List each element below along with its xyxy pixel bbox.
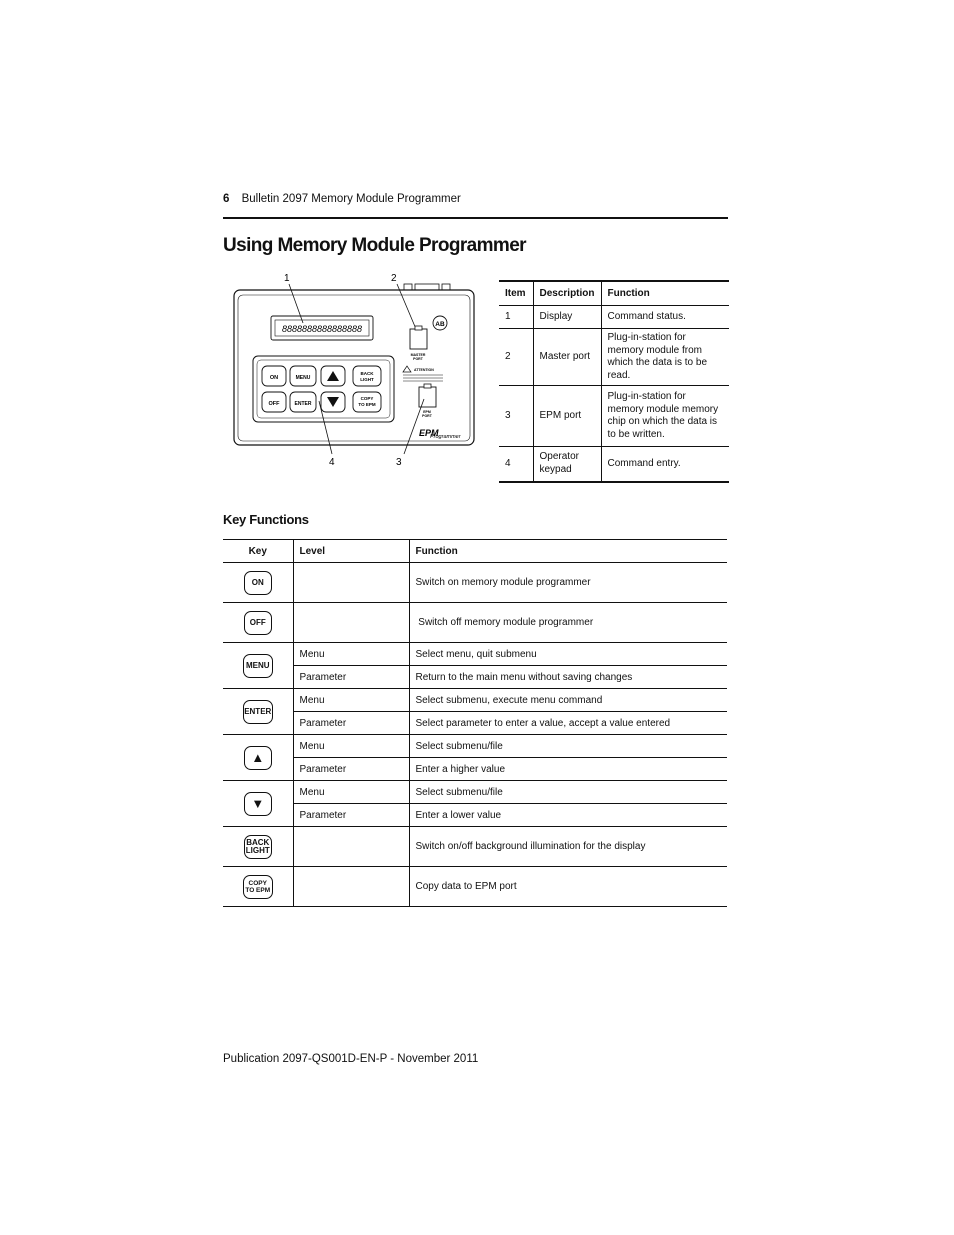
svg-text:ATTENTION: ATTENTION xyxy=(414,368,434,372)
table-row: COPY TO EPM Copy data to EPM port xyxy=(223,867,727,907)
callout-1: 1 xyxy=(284,273,290,284)
enter-key-icon: ENTER xyxy=(243,700,273,724)
page-header xyxy=(223,193,728,219)
epm-port xyxy=(419,387,436,407)
svg-text:ENTER: ENTER xyxy=(294,401,312,407)
callout-3: 3 xyxy=(396,457,402,468)
keys-header-function: Function xyxy=(409,540,727,563)
key-functions-table xyxy=(223,539,727,907)
svg-text:MENU: MENU xyxy=(295,375,311,381)
programmer-device-illustration xyxy=(229,268,479,468)
svg-text:ON: ON xyxy=(269,375,279,381)
table-row: 4 Operator keypad Command entry. xyxy=(499,447,729,482)
copy-to-epm-key-icon: COPY TO EPM xyxy=(243,875,273,899)
items-header-description: Description xyxy=(533,281,601,306)
table-row: OFF Switch off memory module programmer xyxy=(223,603,727,643)
running-header: Bulletin 2097 Memory Module Programmer xyxy=(241,193,461,205)
table-row: Parameter Return to the main menu without saving changes xyxy=(223,666,727,689)
keys-header-key: Key xyxy=(223,540,293,563)
page-title: Using Memory Module Programmer xyxy=(223,235,526,256)
epm-logo: EPM xyxy=(419,428,439,438)
svg-text:TO EPM: TO EPM xyxy=(358,402,376,407)
page-number: 6 xyxy=(223,193,230,205)
table-row: MENU Menu Select menu, quit submenu xyxy=(223,643,727,666)
display-digits: 8888888888888888 xyxy=(281,324,363,334)
on-key-icon: ON xyxy=(244,571,272,595)
table-row: ENTER Menu Select submenu, execute menu command xyxy=(223,689,727,712)
menu-key-icon: MENU xyxy=(243,654,273,678)
table-row: BACK LIGHT Switch on/off background illumination for the display xyxy=(223,827,727,867)
svg-text:EPM: EPM xyxy=(423,410,431,414)
publication-footer: Publication 2097-QS001D-EN-P - November 2011 xyxy=(223,1053,479,1065)
keys-header-level: Level xyxy=(293,540,409,563)
table-row: ▲ Menu Select submenu/file xyxy=(223,735,727,758)
programmer-logo: Programmer xyxy=(430,434,461,440)
svg-text:COPY: COPY xyxy=(360,396,374,401)
table-row: ▼ Menu Select submenu/file xyxy=(223,781,727,804)
svg-text:PORT: PORT xyxy=(413,357,423,361)
off-key-icon: OFF xyxy=(244,611,272,635)
items-header-item: Item xyxy=(499,281,533,306)
svg-text:PORT: PORT xyxy=(422,414,432,418)
svg-text:MASTER: MASTER xyxy=(410,353,426,357)
table-row: 3 EPM port Plug-in-station for memory module memory chip on which the data is to be written. xyxy=(499,386,729,447)
svg-text:LIGHT: LIGHT xyxy=(360,377,374,382)
table-row: Parameter Enter a higher value xyxy=(223,758,727,781)
svg-text:OFF: OFF xyxy=(268,401,280,407)
table-row: Parameter Enter a lower value xyxy=(223,804,727,827)
up-arrow-key-icon: ▲ xyxy=(244,746,272,770)
device-items-table xyxy=(499,280,729,483)
table-row: 1 Display Command status. xyxy=(499,306,729,329)
master-port xyxy=(410,329,427,349)
callout-4: 4 xyxy=(329,457,335,468)
key-functions-heading: Key Functions xyxy=(223,512,309,527)
table-row: ON Switch on memory module programmer xyxy=(223,563,727,603)
table-row: 2 Master port Plug-in-station for memory module from which the data is to be read. xyxy=(499,329,729,386)
items-header-function: Function xyxy=(601,281,729,306)
table-row: Parameter Select parameter to enter a value, accept a value entered xyxy=(223,712,727,735)
svg-text:BACK: BACK xyxy=(360,371,374,376)
down-arrow-key-icon: ▼ xyxy=(244,792,272,816)
back-light-key-icon: BACK LIGHT xyxy=(244,835,272,859)
allen-bradley-logo: AB xyxy=(435,321,445,328)
callout-2: 2 xyxy=(391,273,397,284)
